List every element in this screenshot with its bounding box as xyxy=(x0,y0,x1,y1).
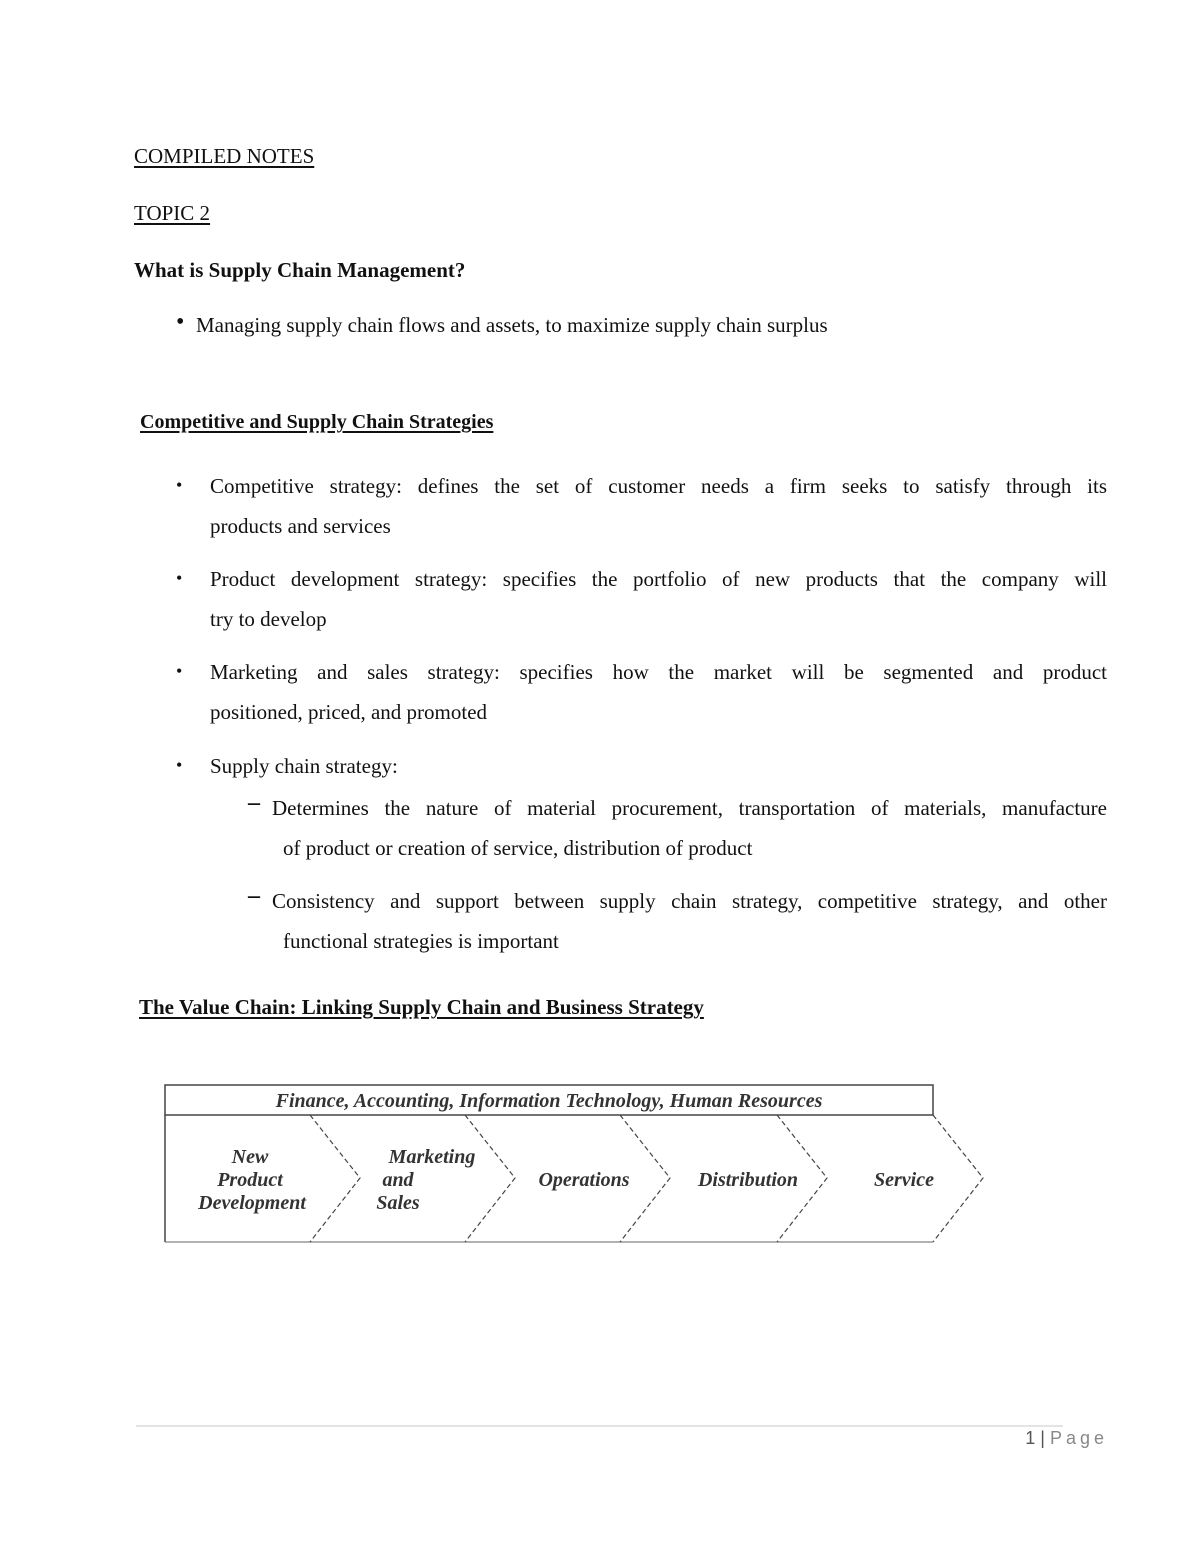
sub-list-item-line: functional strategies is important xyxy=(283,929,559,953)
stage-label-line: Distribution xyxy=(697,1169,799,1191)
sub-list-item-line: Consistency and support between supply chain strategy, competitive strategy, and other xyxy=(272,889,1107,913)
page-word: Page xyxy=(1049,1428,1108,1448)
stage-label-line: Development xyxy=(198,1192,306,1214)
dash-icon: – xyxy=(248,883,260,909)
chevron-divider-1 xyxy=(310,1115,360,1242)
sub-list-item-line: of product or creation of service, distribution of product xyxy=(283,836,753,860)
bullet-icon: • xyxy=(176,661,183,681)
list-item-line: Supply chain strategy: xyxy=(210,754,398,778)
page-separator: | xyxy=(1040,1428,1045,1448)
chevron-divider-2 xyxy=(465,1115,515,1242)
bullet-icon: • xyxy=(176,568,183,588)
stage-new-product-development xyxy=(197,1146,307,1214)
stage-label-line: and xyxy=(382,1169,414,1191)
question-heading: What is Supply Chain Management? xyxy=(134,258,466,282)
stage-service xyxy=(874,1169,934,1191)
list-item xyxy=(210,466,1107,546)
stage-label-line: Sales xyxy=(376,1192,420,1214)
footer-divider xyxy=(136,1425,1063,1427)
stage-label-line: Product xyxy=(217,1169,283,1191)
value-chain-section-title: The Value Chain: Linking Supply Chain and Business Strategy xyxy=(139,995,704,1019)
page-number: 1 xyxy=(1025,1428,1036,1448)
stage-label-line: Marketing xyxy=(388,1146,476,1168)
stage-marketing-and-sales xyxy=(376,1146,475,1214)
list-item-line: Competitive strategy: defines the set of customer needs a firm seeks to satisfy through its xyxy=(210,474,1107,498)
value-chain-diagram xyxy=(160,1080,990,1250)
list-item xyxy=(210,746,1107,786)
stage-label-line: Service xyxy=(874,1169,934,1191)
list-item-line: products and services xyxy=(210,514,391,538)
bullet-icon: • xyxy=(176,475,183,495)
list-item xyxy=(210,559,1107,639)
competitive-section-title: Competitive and Supply Chain Strategies xyxy=(140,411,494,433)
chevron-tip xyxy=(933,1115,983,1242)
list-item-line: Product development strategy: specifies the portfolio of new products that the company will xyxy=(210,567,1107,591)
sub-list-item-line: Determines the nature of material procurement, transportation of materials, manufacture xyxy=(272,796,1107,820)
list-item xyxy=(210,652,1107,732)
list-item-line: Marketing and sales strategy: specifies how the market will be segmented and product xyxy=(210,660,1107,684)
topic-heading: TOPIC 2 xyxy=(134,201,211,225)
stage-operations xyxy=(538,1169,629,1191)
stage-label-line: New xyxy=(231,1146,269,1168)
stage-label-line: Operations xyxy=(538,1169,630,1191)
bullet-icon: • xyxy=(176,309,185,335)
dash-icon: – xyxy=(248,790,260,816)
stage-distribution xyxy=(697,1169,798,1191)
page-footer xyxy=(1025,1428,1108,1449)
intro-bullet-text: Managing supply chain flows and assets, to maximize supply chain surplus xyxy=(196,313,828,337)
sub-list-item xyxy=(272,788,1107,868)
sub-list-item xyxy=(272,881,1107,961)
support-activities-label: Finance, Accounting, Information Technology, Human Resources xyxy=(275,1090,823,1112)
bullet-icon: • xyxy=(176,755,183,775)
list-item-line: positioned, priced, and promoted xyxy=(210,700,488,724)
document-title: COMPILED NOTES xyxy=(134,144,315,168)
list-item-line: try to develop xyxy=(210,607,327,631)
